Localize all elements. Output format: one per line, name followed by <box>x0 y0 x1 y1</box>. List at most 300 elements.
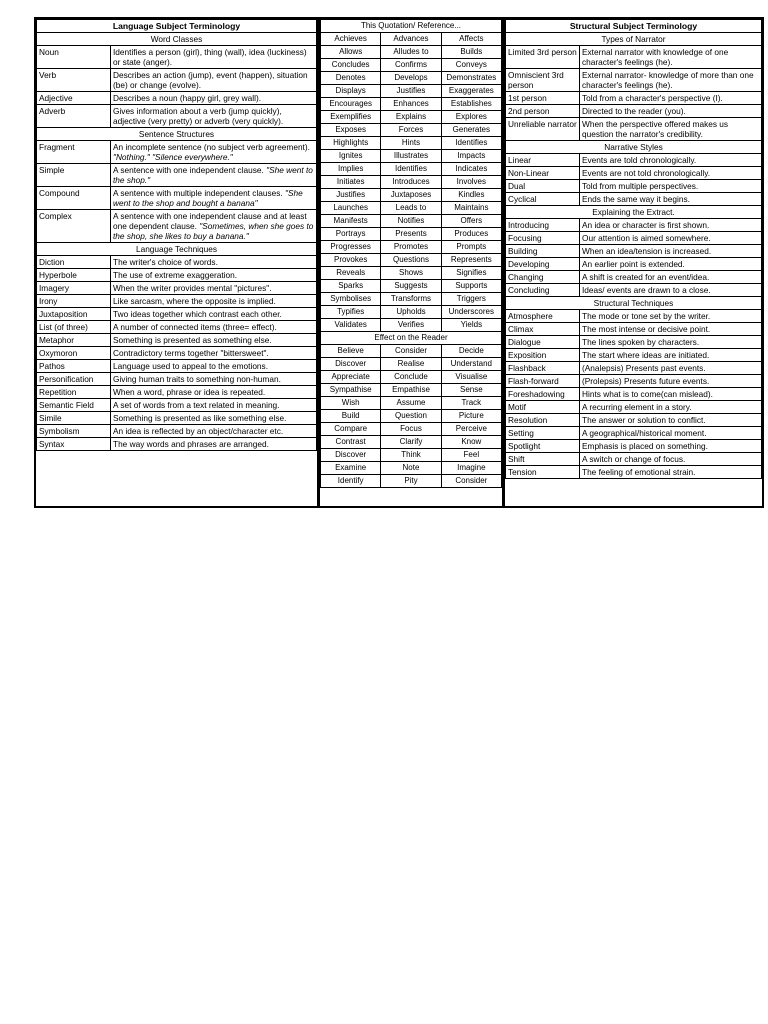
effect-verb: Understand <box>441 358 501 371</box>
definition-text: Events are not told chronologically. <box>582 168 711 178</box>
term-row <box>37 92 317 105</box>
effect-row <box>321 358 502 371</box>
term-row <box>37 412 317 425</box>
term-row <box>506 118 762 141</box>
definition-text: External narrator- knowledge of more than one character's feelings (he). <box>582 70 754 90</box>
analytical-verb: Achieves <box>321 33 381 46</box>
definition-text: A sentence with multiple independent clauses. <box>113 188 283 198</box>
definition-text: Our attention is aimed somewhere. <box>582 233 711 243</box>
term-row <box>37 373 317 386</box>
term-definition <box>111 92 317 105</box>
effect-verb: Examine <box>321 462 381 475</box>
term-row <box>506 388 762 401</box>
definition-example: "She went to the shop and bought a banana" <box>113 188 303 208</box>
analytical-verb: Questions <box>381 254 441 267</box>
term-name: Changing <box>506 271 580 284</box>
effect-verb: Build <box>321 410 381 423</box>
analytical-verb: Hints <box>381 137 441 150</box>
analytical-verb: Notifies <box>381 215 441 228</box>
effect-verb: Wish <box>321 397 381 410</box>
term-row <box>506 46 762 69</box>
analytical-verb: Kindles <box>441 189 501 202</box>
effect-verb: Discover <box>321 358 381 371</box>
analytical-verb: Conveys <box>441 59 501 72</box>
effect-verb: Assume <box>381 397 441 410</box>
section-heading: Structural Techniques <box>506 297 762 310</box>
definition-text: External narrator with knowledge of one character's feelings (he). <box>582 47 729 67</box>
term-definition <box>111 256 317 269</box>
term-definition <box>580 336 762 349</box>
effect-row <box>321 384 502 397</box>
term-name: Exposition <box>506 349 580 362</box>
definition-text: When the perspective offered makes us question the narrator's credibility. <box>582 119 729 139</box>
term-name: Verb <box>37 69 111 92</box>
definition-text: An idea or character is first shown. <box>582 220 710 230</box>
analytical-verb: Ignites <box>321 150 381 163</box>
analytical-verb: Portrays <box>321 228 381 241</box>
structural-table <box>505 19 762 479</box>
term-definition <box>111 269 317 282</box>
definition-text: Describes an action (jump), event (happen), situation (be) or change (evolve). <box>113 70 308 90</box>
verb-row <box>321 189 502 202</box>
definition-text: Ideas/ events are drawn to a close. <box>582 285 711 295</box>
analytical-verb: Yields <box>441 319 501 332</box>
term-definition <box>111 386 317 399</box>
analytical-verb: Typifies <box>321 306 381 319</box>
term-definition <box>111 412 317 425</box>
definition-text: Identifies a person (girl), thing (wall), idea (luckiness) or state (anger). <box>113 47 307 67</box>
analytical-verb: Explains <box>381 111 441 124</box>
analytical-verb: Leads to <box>381 202 441 215</box>
term-name: Climax <box>506 323 580 336</box>
section-heading: Language Techniques <box>37 243 317 256</box>
term-row <box>506 401 762 414</box>
analytical-verb: Manifests <box>321 215 381 228</box>
section-heading-row <box>506 33 762 46</box>
effect-verb: Question <box>381 410 441 423</box>
effect-verb: Focus <box>381 423 441 436</box>
term-definition <box>580 453 762 466</box>
verb-row <box>321 150 502 163</box>
effect-verb: Note <box>381 462 441 475</box>
term-row <box>37 269 317 282</box>
definition-text: The lines spoken by characters. <box>582 337 700 347</box>
term-definition <box>111 187 317 210</box>
analytical-verb: Underscores <box>441 306 501 319</box>
definition-text: An earlier point is extended. <box>582 259 685 269</box>
term-name: Limited 3rd person <box>506 46 580 69</box>
section-heading-row <box>506 206 762 219</box>
term-name: Developing <box>506 258 580 271</box>
analytical-verb: Launches <box>321 202 381 215</box>
verb-row <box>321 202 502 215</box>
analytical-verb: Progresses <box>321 241 381 254</box>
term-definition <box>111 141 317 164</box>
structural-title-row <box>506 20 762 33</box>
term-definition <box>111 295 317 308</box>
analytical-verb: Highlights <box>321 137 381 150</box>
term-name: Spotlight <box>506 440 580 453</box>
analytical-verb: Involves <box>441 176 501 189</box>
analytical-verb: Represents <box>441 254 501 267</box>
analytical-verb: Implies <box>321 163 381 176</box>
term-row <box>506 414 762 427</box>
analytical-verb: Reveals <box>321 267 381 280</box>
term-definition <box>580 118 762 141</box>
definition-text: When the writer provides mental "pictures". <box>113 283 272 293</box>
term-row <box>37 141 317 164</box>
term-name: Tension <box>506 466 580 479</box>
verb-row <box>321 215 502 228</box>
term-row <box>506 284 762 297</box>
analytical-verb: Advances <box>381 33 441 46</box>
term-row <box>37 295 317 308</box>
term-definition <box>111 347 317 360</box>
term-name: Concluding <box>506 284 580 297</box>
analytical-verb: Validates <box>321 319 381 332</box>
term-name: Adjective <box>37 92 111 105</box>
analytical-verb: Develops <box>381 72 441 85</box>
term-row <box>506 154 762 167</box>
definition-text: Directed to the reader (you). <box>582 106 686 116</box>
term-row <box>37 425 317 438</box>
term-name: Juxtaposition <box>37 308 111 321</box>
definition-text: (Analepsis) Presents past events. <box>582 363 706 373</box>
term-row <box>37 334 317 347</box>
term-name: Adverb <box>37 105 111 128</box>
term-name: Dual <box>506 180 580 193</box>
term-row <box>506 167 762 180</box>
definition-example: "Nothing." "Silence everywhere." <box>113 152 233 162</box>
term-name: Repetition <box>37 386 111 399</box>
term-definition <box>580 258 762 271</box>
quotation-column <box>320 19 505 506</box>
term-name: Symbolism <box>37 425 111 438</box>
effect-row <box>321 462 502 475</box>
effect-verb: Conclude <box>381 371 441 384</box>
term-row <box>506 362 762 375</box>
effect-verb: Discover <box>321 449 381 462</box>
term-definition <box>580 362 762 375</box>
term-name: Pathos <box>37 360 111 373</box>
term-row <box>37 308 317 321</box>
term-row <box>506 310 762 323</box>
term-definition <box>580 388 762 401</box>
effect-verb: Clarify <box>381 436 441 449</box>
term-row <box>506 245 762 258</box>
term-definition <box>580 92 762 105</box>
term-definition <box>580 414 762 427</box>
term-name: Semantic Field <box>37 399 111 412</box>
effect-verb: Decide <box>441 345 501 358</box>
verb-row <box>321 280 502 293</box>
term-definition <box>580 69 762 92</box>
analytical-verb: Offers <box>441 215 501 228</box>
term-row <box>506 336 762 349</box>
analytical-verb: Alludes to <box>381 46 441 59</box>
section-heading-row <box>37 243 317 256</box>
definition-text: A set of words from a text related in meaning. <box>113 400 280 410</box>
term-definition <box>111 69 317 92</box>
section-heading: Sentence Structures <box>37 128 317 141</box>
verb-row <box>321 228 502 241</box>
language-column <box>36 19 320 506</box>
effect-row <box>321 410 502 423</box>
effect-verb: Empathise <box>381 384 441 397</box>
section-heading: Explaining the Extract. <box>506 206 762 219</box>
analytical-verb: Initiates <box>321 176 381 189</box>
language-table <box>36 19 317 451</box>
section-heading-row <box>37 128 317 141</box>
term-row <box>37 46 317 69</box>
term-definition <box>111 46 317 69</box>
term-definition <box>111 438 317 451</box>
analytical-verb: Encourages <box>321 98 381 111</box>
term-definition <box>580 167 762 180</box>
term-row <box>506 219 762 232</box>
effect-verb: Picture <box>441 410 501 423</box>
term-definition <box>111 282 317 295</box>
analytical-verb: Explores <box>441 111 501 124</box>
term-row <box>506 323 762 336</box>
analytical-verb: Forces <box>381 124 441 137</box>
term-name: Diction <box>37 256 111 269</box>
definition-example: "Sometimes, when she goes to the shop, she likes to buy a banana." <box>113 221 314 241</box>
verb-row <box>321 176 502 189</box>
analytical-verb: Affects <box>441 33 501 46</box>
term-name: Complex <box>37 210 111 243</box>
term-row <box>37 105 317 128</box>
term-name: Unreliable narrator <box>506 118 580 141</box>
definition-text: A geographical/historical moment. <box>582 428 707 438</box>
term-name: Dialogue <box>506 336 580 349</box>
analytical-verb: Suggests <box>381 280 441 293</box>
term-name: 1st person <box>506 92 580 105</box>
definition-text: Gives information about a verb (jump quickly), adjective (very pretty) or adverb (very quickly). <box>113 106 284 126</box>
section-heading: Types of Narrator <box>506 33 762 46</box>
term-row <box>37 399 317 412</box>
term-name: Atmosphere <box>506 310 580 323</box>
verb-row <box>321 98 502 111</box>
term-row <box>37 256 317 269</box>
term-row <box>506 440 762 453</box>
effect-verb: Sympathise <box>321 384 381 397</box>
term-row <box>37 164 317 187</box>
terminology-sheet <box>34 17 764 508</box>
term-row <box>37 282 317 295</box>
term-row <box>506 105 762 118</box>
term-name: Linear <box>506 154 580 167</box>
verb-row <box>321 124 502 137</box>
term-name: Imagery <box>37 282 111 295</box>
language-title: Language Subject Terminology <box>37 20 317 33</box>
analytical-verb: Prompts <box>441 241 501 254</box>
analytical-verb: Presents <box>381 228 441 241</box>
term-definition <box>580 401 762 414</box>
term-name: Cyclical <box>506 193 580 206</box>
effect-row <box>321 436 502 449</box>
term-definition <box>580 427 762 440</box>
definition-text: A sentence with one independent clause and at least one dependent clause. <box>113 211 307 231</box>
verb-row <box>321 72 502 85</box>
analytical-verb: Impacts <box>441 150 501 163</box>
term-definition <box>111 399 317 412</box>
analytical-verb: Enhances <box>381 98 441 111</box>
effect-verb: Appreciate <box>321 371 381 384</box>
term-row <box>506 193 762 206</box>
analytical-verb: Illustrates <box>381 150 441 163</box>
term-name: Noun <box>37 46 111 69</box>
definition-text: Describes a noun (happy girl, grey wall). <box>113 93 262 103</box>
term-definition <box>580 323 762 336</box>
term-definition <box>111 360 317 373</box>
term-name: Metaphor <box>37 334 111 347</box>
definition-example: "She went to the shop." <box>113 165 313 185</box>
term-row <box>506 453 762 466</box>
term-definition <box>111 308 317 321</box>
structural-column <box>505 19 762 506</box>
term-name: Motif <box>506 401 580 414</box>
term-name: Omniscient 3rd person <box>506 69 580 92</box>
quotation-table <box>320 19 502 488</box>
section-heading: Narrative Styles <box>506 141 762 154</box>
term-row <box>37 210 317 243</box>
definition-text: Contradictory terms together "bittersweet". <box>113 348 269 358</box>
analytical-verb: Supports <box>441 280 501 293</box>
verb-row <box>321 33 502 46</box>
analytical-verb: Generates <box>441 124 501 137</box>
analytical-verb: Produces <box>441 228 501 241</box>
term-row <box>506 427 762 440</box>
definition-text: Like sarcasm, where the opposite is implied. <box>113 296 276 306</box>
definition-text: The writer's choice of words. <box>113 257 218 267</box>
analytical-verb: Concludes <box>321 59 381 72</box>
term-row <box>37 438 317 451</box>
term-name: Focusing <box>506 232 580 245</box>
term-name: Flashback <box>506 362 580 375</box>
term-definition <box>580 180 762 193</box>
verb-row <box>321 267 502 280</box>
definition-text: Events are told chronologically. <box>582 155 697 165</box>
definition-text: A sentence with one independent clause. <box>113 165 264 175</box>
section-heading: Word Classes <box>37 33 317 46</box>
term-definition <box>111 164 317 187</box>
analytical-verb: Identifies <box>441 137 501 150</box>
definition-text: The way words and phrases are arranged. <box>113 439 269 449</box>
analytical-verb: Exposes <box>321 124 381 137</box>
verb-row <box>321 306 502 319</box>
term-name: Syntax <box>37 438 111 451</box>
term-row <box>506 232 762 245</box>
analytical-verb: Displays <box>321 85 381 98</box>
definition-text: A recurring element in a story. <box>582 402 692 412</box>
term-name: Flash-forward <box>506 375 580 388</box>
term-name: Simple <box>37 164 111 187</box>
definition-text: The most intense or decisive point. <box>582 324 711 334</box>
verb-row <box>321 59 502 72</box>
term-row <box>37 386 317 399</box>
effect-verb: Realise <box>381 358 441 371</box>
effect-verb: Contrast <box>321 436 381 449</box>
term-definition <box>580 245 762 258</box>
definition-text: When a word, phrase or idea is repeated. <box>113 387 266 397</box>
effect-verb: Think <box>381 449 441 462</box>
term-name: Hyperbole <box>37 269 111 282</box>
analytical-verb: Promotes <box>381 241 441 254</box>
term-definition <box>111 334 317 347</box>
analytical-verb: Builds <box>441 46 501 59</box>
analytical-verb: Indicates <box>441 163 501 176</box>
effect-verb: Believe <box>321 345 381 358</box>
definition-text: A number of connected items (three= effect). <box>113 322 277 332</box>
term-name: Foreshadowing <box>506 388 580 401</box>
term-name: List (of three) <box>37 321 111 334</box>
term-row <box>506 466 762 479</box>
definition-text: The use of extreme exaggeration. <box>113 270 238 280</box>
effect-verb: Know <box>441 436 501 449</box>
term-name: Fragment <box>37 141 111 164</box>
term-definition <box>111 105 317 128</box>
term-definition <box>111 321 317 334</box>
definition-text: Giving human traits to something non-human. <box>113 374 281 384</box>
definition-text: Hints what is to come(can mislead). <box>582 389 713 399</box>
verb-row <box>321 137 502 150</box>
term-name: Introducing <box>506 219 580 232</box>
definition-text: The start where ideas are initiated. <box>582 350 710 360</box>
effect-row <box>321 449 502 462</box>
effect-row <box>321 397 502 410</box>
term-row <box>506 258 762 271</box>
verb-row <box>321 254 502 267</box>
quotation-title-row <box>321 20 502 33</box>
term-definition <box>111 210 317 243</box>
definition-text: Language used to appeal to the emotions. <box>113 361 268 371</box>
definition-text: Two ideas together which contrast each other. <box>113 309 282 319</box>
term-definition <box>580 232 762 245</box>
analytical-verb: Sparks <box>321 280 381 293</box>
term-definition <box>111 425 317 438</box>
analytical-verb: Upholds <box>381 306 441 319</box>
term-row <box>506 349 762 362</box>
definition-text: A switch or change of focus. <box>582 454 686 464</box>
term-name: 2nd person <box>506 105 580 118</box>
term-name: Building <box>506 245 580 258</box>
term-row <box>37 321 317 334</box>
term-row <box>506 69 762 92</box>
definition-text: Emphasis is placed on something. <box>582 441 708 451</box>
term-row <box>506 92 762 105</box>
term-definition <box>580 284 762 297</box>
verb-row <box>321 85 502 98</box>
term-name: Setting <box>506 427 580 440</box>
term-row <box>506 375 762 388</box>
term-row <box>37 69 317 92</box>
term-definition <box>580 46 762 69</box>
term-definition <box>580 440 762 453</box>
definition-text: An incomplete sentence (no subject verb agreement). <box>113 142 310 152</box>
effect-verb: Track <box>441 397 501 410</box>
term-name: Shift <box>506 453 580 466</box>
effect-row <box>321 475 502 488</box>
definition-text: When an idea/tension is increased. <box>582 246 712 256</box>
effect-verb: Compare <box>321 423 381 436</box>
definition-text: The mode or tone set by the writer. <box>582 311 711 321</box>
definition-text: Told from multiple perspectives. <box>582 181 699 191</box>
definition-text: An idea is reflected by an object/character etc. <box>113 426 284 436</box>
analytical-verb: Triggers <box>441 293 501 306</box>
term-name: Personification <box>37 373 111 386</box>
analytical-verb: Signifies <box>441 267 501 280</box>
